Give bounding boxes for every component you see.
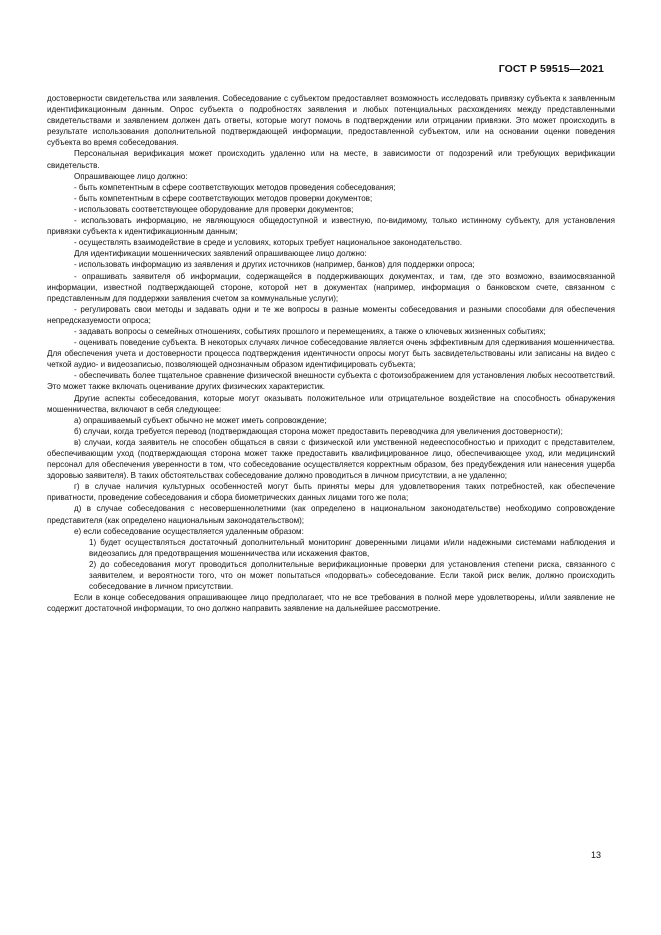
- body-text: [47, 93, 615, 614]
- list-item: - использовать соответствующее оборудование для проверки документов;: [74, 204, 354, 214]
- paragraph: Если в конце собеседования опрашивающее лицо предполагает, что не все требования в полной мере удовлетворены, и/или заявление не содержит достаточной информации, то оно должно направить заявление на дальнейшее рассмотрение.: [47, 593, 615, 614]
- list-item: а) опрашиваемый субъект обычно не может иметь сопровождение;: [74, 415, 327, 425]
- list-item: - задавать вопросы о семейных отношениях, событиях прошлого и перемещениях, а также о ключевых жизненных событиях;: [74, 326, 546, 336]
- paragraph: Для идентификации мошеннических заявлений опрашивающее лицо должно:: [74, 249, 367, 259]
- standard-code: ГОСТ Р 59515—2021: [498, 63, 604, 75]
- list-item: - опрашивать заявителя об информации, содержащейся в поддерживающих документах, и там, где это возможно, взаимосвязанной информации, известной подтверждающей стороне, которой нет в документах (например, информация о банковском счете, связанном с представленным для поддержки заявления счетом за коммунальные услуги);: [47, 271, 615, 303]
- list-item: б) случаи, когда требуется перевод (подтверждающая сторона может предоставить переводчика для увеличения достоверности);: [74, 426, 563, 436]
- paragraph: достоверности свидетельства или заявления. Собеседование с субъектом предоставляет возможность исследовать привязку субъекта к заявленным идентификационным данным. Опрос субъекта о подробностях заявления и любых потенциальных расхождениях между представленными свидетельствами и заявлением должен дать ответы, которые могут помочь в подтверждении или отрицании привязки. Это может происходить в результате использования дополнительной подтверждающей информации, предоставленной субъектом, или на основании оценки поведения субъекта во время собеседования.: [47, 94, 615, 148]
- list-item: - использовать информацию, не являющуюся общедоступной и известную, по-видимому, только истинному субъекту, для установления привязки субъекта к идентификационным данным;: [47, 216, 615, 237]
- sub-list-item: 2) до собеседования могут проводиться дополнительные верификационные проверки для установления степени риска, связанного с заявителем, и вероятности того, что он может попытаться «подорвать» собеседование. Если такой риск велик, должно происходить собеседование в личном присутствии.: [89, 559, 615, 592]
- page-number: 13: [590, 850, 601, 860]
- list-item: - использовать информацию из заявления и других источников (например, банков) для поддержки опроса;: [74, 260, 475, 270]
- paragraph: Другие аспекты собеседования, которые могут оказывать положительное или отрицательное воздействие на способность обнаружения мошенничества, включают в себя следующее:: [47, 393, 615, 414]
- paragraph: Персональная верификация может происходить удаленно или на месте, в зависимости от подозрений или требующих верификации свидетельств.: [47, 149, 615, 170]
- list-item: - быть компетентным в сфере соответствующих методов проведения собеседования;: [74, 182, 396, 192]
- list-item: - быть компетентным в сфере соответствующих методов проверки документов;: [74, 193, 373, 203]
- list-item: - обеспечивать более тщательное сравнение физической внешности субъекта с фотоизображением для установления любых несоответствий. Это может также включать оценивание других физических характеристик.: [47, 371, 615, 392]
- list-item: - регулировать свои методы и задавать одни и те же вопросы в разные моменты собеседования и разными способами для обеспечения непредсказуемости опроса;: [47, 304, 615, 325]
- list-item: в) случаи, когда заявитель не способен общаться в связи с физической или умственной недееспособностью и приходит с представителем, обеспечивающим уход (подтверждающая сторона может также предоставить квалифицированное лицо, обеспечивающее уход, или медицинский персонал для обеспечения уверенности в том, что собеседование осуществляется корректным образом, без предубеждения или нанесения ущерба здоровью заявителя). В таких обстоятельствах собеседование должно проводиться в личном присутствии, а не удаленно;: [47, 437, 615, 481]
- paragraph: Опрашивающее лицо должно:: [74, 171, 188, 181]
- list-item: д) в случае собеседования с несовершеннолетними (как определено в национальном законодательстве) необходимо сопровождение представителя (как определено национальным законодательством);: [47, 504, 615, 525]
- sub-list-item: 1) будет осуществляться достаточный дополнительный мониторинг доверенными лицами и/или надежными системами наблюдения и видеозапись для предотвращения мошенничества или искажения фактов,: [89, 537, 615, 558]
- list-item: - оценивать поведение субъекта. В некоторых случаях личное собеседование является очень эффективным для сдерживания мошенничества. Для обеспечения учета и достоверности процесса подтверждения идентичности опросы могут быть засвидетельствованы или записаны на видео с четкой аудио- и видеозаписью, позволяющей однозначным образом идентифицировать субъекта;: [47, 338, 615, 370]
- list-item: е) если собеседование осуществляется удаленным образом:: [74, 526, 304, 536]
- list-item: г) в случае наличия культурных особенностей могут быть приняты меры для удовлетворения таких потребностей, как обеспечение приватности, проведение собеседования и сбора биометрических данных лицами того же пола;: [47, 482, 615, 503]
- list-item: - осуществлять взаимодействие в среде и условиях, которых требует национальное законодательство.: [74, 238, 462, 248]
